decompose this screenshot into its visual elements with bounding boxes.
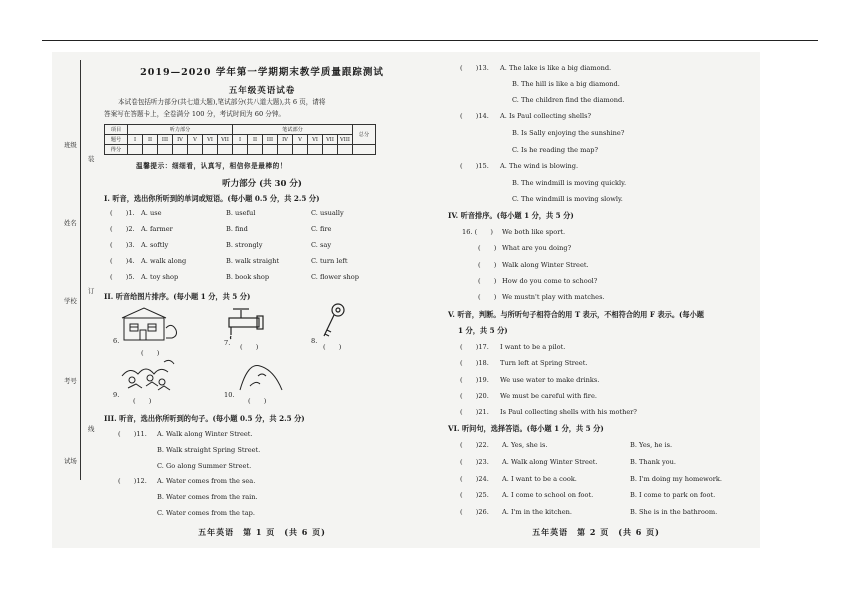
q22-option-a: A. Yes, she is. — [502, 441, 548, 449]
exam-title: 2019—2020 学年第一学期期末教学质量跟踪测试 — [140, 67, 384, 78]
q14-option-c: C. Is he reading the map? — [512, 146, 599, 154]
q15-option-c: C. The windmill is moving slowly. — [512, 195, 623, 203]
score-cell — [188, 145, 203, 155]
reminder-text: 温馨提示：细细看，认真写，相信你是最棒的！ — [136, 162, 288, 170]
q23-option-a: A. Walk along Winter Street. — [502, 458, 598, 466]
q13-option-b: B. The hill is like a big diamond. — [512, 80, 620, 88]
section-2-heading: II. 听音给图片排序。(每小题 1 分，共 5 分) — [104, 292, 251, 301]
score-table — [104, 124, 376, 155]
q1-number: ( )1. — [110, 209, 135, 217]
q16-blank-2: ( ) — [478, 244, 497, 252]
score-cell — [353, 145, 376, 155]
q16-sentence-3: Walk along Winter Street. — [502, 261, 589, 269]
q4-option-b: B. walk straight — [226, 257, 280, 265]
q2-option-c: C. fire — [311, 225, 332, 233]
q26-option-b: B. She is in the bathroom. — [630, 508, 718, 516]
q3-option-c: C. say — [311, 241, 332, 249]
table-numeral: VI — [308, 135, 323, 145]
q5-option-b: B. book shop — [226, 273, 270, 281]
binding-line — [80, 60, 81, 480]
table-total-header: 总分 — [353, 125, 376, 145]
tap-picture — [225, 304, 279, 340]
q3-number: ( )3. — [110, 241, 135, 249]
q26-option-a: A. I'm in the kitchen. — [502, 508, 573, 516]
q22-number: ( )22. — [460, 441, 489, 449]
q15-option-a: A. The wind is blowing. — [500, 162, 579, 170]
table-row-label-score: 得分 — [105, 145, 128, 155]
q19-number: ( )19. — [460, 376, 489, 384]
score-cell — [308, 145, 323, 155]
q14-option-a: A. Is Paul collecting shells? — [500, 112, 592, 120]
score-cell — [323, 145, 338, 155]
section-6-heading: VI. 听问句，选择答语。(每小题 1 分，共 5 分) — [448, 424, 604, 433]
q17-number: ( )17. — [460, 343, 489, 351]
q26-number: ( )26. — [460, 508, 489, 516]
table-listening-header: 听力部分 — [128, 125, 233, 135]
score-cell — [218, 145, 233, 155]
q21-number: ( )21. — [460, 408, 489, 416]
q21-sentence: Is Paul collecting shells with his mother? — [500, 408, 637, 416]
page-1-footer: 五年英语 第 1 页 (共 6 页) — [198, 527, 326, 537]
exam-subtitle: 五年级英语试卷 — [228, 86, 296, 96]
q20-sentence: We must be careful with fire. — [500, 392, 597, 400]
section-4-heading: IV. 听音排序。(每小题 1 分，共 5 分) — [448, 211, 574, 220]
section-1-heading: I. 听音，选出你所听到的单词或短语。(每小题 0.5 分，共 2.5 分) — [104, 194, 320, 203]
pic-answer-6: ( ) — [141, 349, 160, 357]
q13-option-a: A. The lake is like a big diamond. — [500, 64, 612, 72]
q15-option-b: B. The windmill is moving quickly. — [512, 179, 627, 187]
q17-sentence: I want to be a pilot. — [500, 343, 566, 351]
q4-option-c: C. turn left — [311, 257, 348, 265]
people-picture — [120, 356, 180, 392]
q3-option-b: B. strongly — [226, 241, 263, 249]
section-5-heading-line-2: 1 分，共 5 分) — [458, 326, 508, 335]
q11-option-b: B. Walk straight Spring Street. — [157, 446, 261, 454]
q3-option-a: A. softly — [141, 241, 169, 249]
score-cell — [278, 145, 293, 155]
q24-option-b: B. I'm doing my homework. — [630, 475, 722, 483]
table-numeral: I — [128, 135, 143, 145]
table-numeral: VII — [323, 135, 338, 145]
score-cell — [248, 145, 263, 155]
q11-number: ( )11. — [118, 430, 147, 438]
pic-answer-10: ( ) — [248, 397, 267, 405]
binding-mark-xian: 线 — [88, 425, 95, 433]
score-cell — [128, 145, 143, 155]
listening-header: 听力部分 (共 30 分) — [222, 179, 302, 189]
table-numeral: III — [158, 135, 173, 145]
q11-option-c: C. Go along Summer Street. — [157, 462, 252, 470]
q14-option-b: B. Is Sally enjoying the sunshine? — [512, 129, 625, 137]
q1-option-b: B. useful — [226, 209, 256, 217]
q2-option-a: A. farmer — [141, 225, 173, 233]
q23-option-b: B. Thank you. — [630, 458, 676, 466]
q16-sentence-1: We both like sport. — [502, 228, 566, 236]
table-numeral: V — [188, 135, 203, 145]
pic-label-6: 6. — [113, 337, 120, 345]
side-label-school: 学校 — [64, 297, 77, 305]
score-cell — [233, 145, 248, 155]
q1-option-a: A. use — [141, 209, 162, 217]
q16-number: 16. ( ) — [462, 228, 493, 236]
q5-option-c: C. flower shop — [311, 273, 359, 281]
q18-number: ( )18. — [460, 359, 489, 367]
section-3-heading: III. 听音，选出你所听到的句子。(每小题 0.5 分，共 2.5 分) — [104, 414, 305, 423]
score-cell — [203, 145, 218, 155]
top-rule — [42, 40, 818, 41]
binding-mark-ding: 订 — [88, 287, 95, 295]
q2-number: ( )2. — [110, 225, 135, 233]
q16-sentence-4: How do you come to school? — [502, 277, 598, 285]
pic-label-7: 7. — [224, 339, 231, 347]
q12-option-b: B. Water comes from the rain. — [157, 493, 258, 501]
table-numeral: I — [233, 135, 248, 145]
q4-number: ( )4. — [110, 257, 135, 265]
table-numeral: VI — [203, 135, 218, 145]
q15-number: ( )15. — [460, 162, 489, 170]
q16-blank-3: ( ) — [478, 261, 497, 269]
q5-number: ( )5. — [110, 273, 135, 281]
side-label-room: 试场 — [64, 457, 77, 465]
intro-line-1: 本试卷包括听力部分(共七道大题),笔试部分(共八道大题),共 6 页，请将 — [118, 98, 326, 106]
side-label-class: 班级 — [64, 141, 77, 149]
table-writing-header: 笔试部分 — [233, 125, 353, 135]
table-numeral: IV — [278, 135, 293, 145]
house-picture — [120, 306, 180, 344]
q4-option-a: A. walk along — [141, 257, 187, 265]
q19-sentence: We use water to make drinks. — [500, 376, 600, 384]
intro-line-2: 答案写在答题卡上，全卷满分 100 分，考试时间为 60 分钟。 — [104, 110, 286, 118]
section-5-heading-line-1: V. 听音，判断。与所听句子相符合的用 T 表示，不相符合的用 F 表示。(每小题 — [448, 310, 704, 319]
table-numeral: III — [263, 135, 278, 145]
side-label-name: 姓名 — [64, 219, 77, 227]
table-numeral: II — [143, 135, 158, 145]
q25-option-b: B. I come to park on foot. — [630, 491, 716, 499]
q25-option-a: A. I come to school on foot. — [502, 491, 594, 499]
q1-option-c: C. usually — [311, 209, 344, 217]
q16-blank-4: ( ) — [478, 277, 497, 285]
hill-picture — [238, 360, 284, 392]
q24-option-a: A. I want to be a cook. — [502, 475, 577, 483]
q12-option-a: A. Water comes from the sea. — [157, 477, 256, 485]
q16-sentence-2: What are you doing? — [502, 244, 572, 252]
score-cell — [143, 145, 158, 155]
table-numeral: VII — [218, 135, 233, 145]
pic-answer-7: ( ) — [240, 343, 259, 351]
table-numeral: V — [293, 135, 308, 145]
q16-blank-5: ( ) — [478, 293, 497, 301]
score-cell — [338, 145, 353, 155]
q22-option-b: B. Yes, he is. — [630, 441, 673, 449]
pic-label-9: 9. — [113, 391, 120, 399]
q11-option-a: A. Walk along Winter Street. — [157, 430, 253, 438]
q24-number: ( )24. — [460, 475, 489, 483]
table-numeral: VIII — [338, 135, 353, 145]
q16-sentence-5: We mustn't play with matches. — [502, 293, 605, 301]
key-picture — [318, 302, 348, 342]
q12-option-c: C. Water comes from the tap. — [157, 509, 255, 517]
score-cell — [263, 145, 278, 155]
table-row-label-numbers: 题号 — [105, 135, 128, 145]
pic-label-10: 10. — [224, 391, 235, 399]
q2-option-b: B. find — [226, 225, 248, 233]
pic-label-8: 8. — [311, 337, 318, 345]
score-cell — [173, 145, 188, 155]
table-item-cell: 项目 — [105, 125, 128, 135]
side-label-number: 考号 — [64, 377, 77, 385]
q5-option-a: A. toy shop — [141, 273, 179, 281]
score-cell — [158, 145, 173, 155]
q12-number: ( )12. — [118, 477, 147, 485]
table-numeral: II — [248, 135, 263, 145]
q14-number: ( )14. — [460, 112, 489, 120]
table-numeral: IV — [173, 135, 188, 145]
binding-mark-zhuang: 装 — [88, 155, 95, 163]
q20-number: ( )20. — [460, 392, 489, 400]
score-cell — [293, 145, 308, 155]
q13-number: ( )13. — [460, 64, 489, 72]
q18-sentence: Turn left at Spring Street. — [500, 359, 588, 367]
q23-number: ( )23. — [460, 458, 489, 466]
page-2-footer: 五年英语 第 2 页 (共 6 页) — [532, 527, 660, 537]
q25-number: ( )25. — [460, 491, 489, 499]
pic-answer-8: ( ) — [323, 343, 342, 351]
q13-option-c: C. The children find the diamond. — [512, 96, 625, 104]
pic-answer-9: ( ) — [133, 397, 152, 405]
